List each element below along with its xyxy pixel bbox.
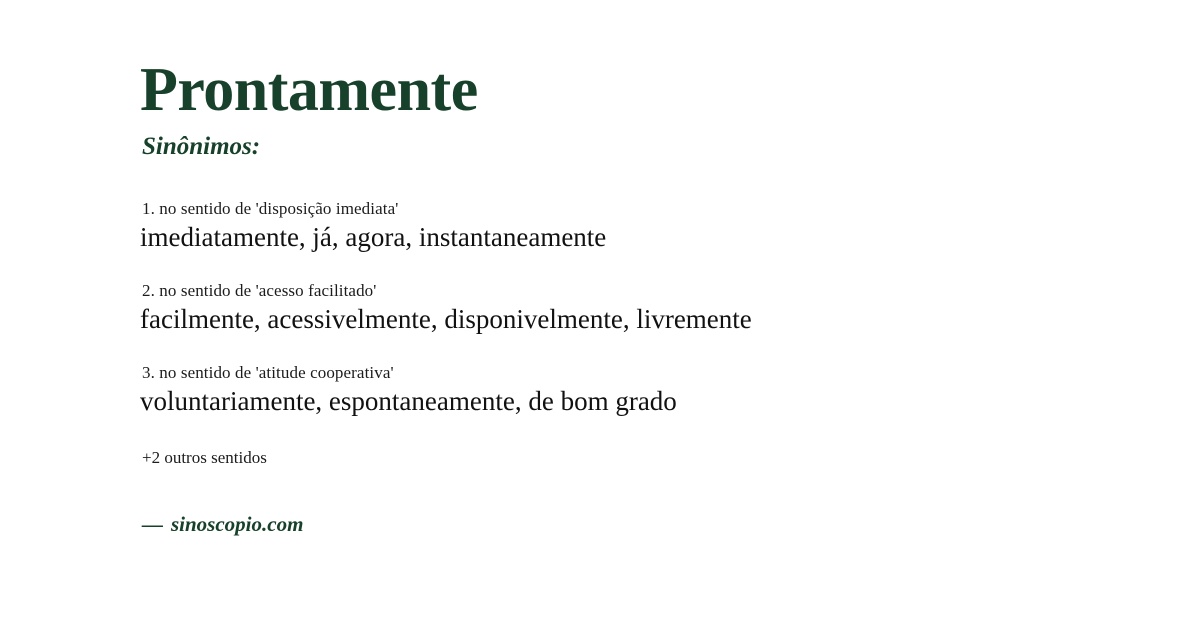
- list-item: [140, 199, 1100, 255]
- sense-label: 2. no sentido de 'acesso facilitado': [142, 280, 377, 300]
- sense-synonyms: voluntariamente, espontaneamente, de bom grado: [140, 385, 677, 416]
- senses-list: [140, 199, 1100, 418]
- subtitle-synonyms: Sinônimos:: [142, 133, 261, 161]
- sense-synonyms: facilmente, acessivelmente, disponivelmente, livremente: [140, 303, 752, 334]
- em-dash: —: [142, 512, 163, 537]
- sense-synonyms: imediatamente, já, agora, instantaneamente: [140, 222, 607, 253]
- list-item: [140, 281, 1100, 337]
- source-attribution: [142, 512, 1100, 537]
- sense-label: 1. no sentido de 'disposição imediata': [142, 199, 399, 219]
- more-senses-note: +2 outros sentidos: [142, 448, 267, 468]
- sense-label: 3. no sentido de 'atitude cooperativa': [142, 362, 394, 382]
- page-title: Prontamente: [140, 56, 478, 124]
- source-name: sinoscopio.com: [171, 512, 304, 537]
- list-item: [140, 363, 1100, 419]
